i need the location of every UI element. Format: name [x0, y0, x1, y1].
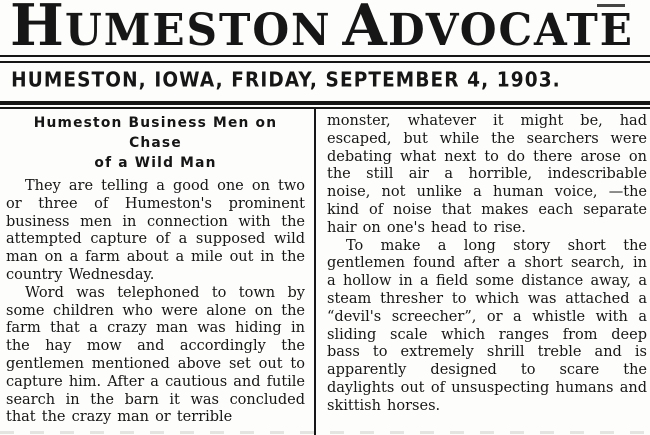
right-column [314, 109, 650, 435]
article-columns [0, 109, 650, 435]
headline-line-2: of a Wild Man [94, 155, 217, 171]
article-paragraph: monster, whatever it might be, had escaped, but while the searchers were debating what next to do there arose on the still air a horrible, indescribable noise, not unlike a human voice, —the kind of noise that makes each separate hair on one's head to rise. [327, 113, 647, 236]
article-headline [6, 113, 305, 173]
masthead-rest: UMESTON [64, 5, 332, 56]
masthead [0, 0, 650, 59]
scan-artifact [0, 431, 650, 434]
dateline-rule-thick [0, 101, 650, 105]
headline-line-1: Humeston Business Men on Chase [33, 115, 278, 151]
dateline-row [0, 63, 572, 97]
masthead-initial: H [10, 0, 65, 59]
dateline: HUMESTON, IOWA, FRIDAY, SEPTEMBER 4, 1903. [11, 68, 561, 93]
masthead-word-humeston [10, 0, 343, 57]
left-column [0, 109, 314, 435]
article-paragraph: They are telling a good one on two or three of Humeston's prominent business men in connection with the attempted capture of a supposed wild man on a farm about a mile out in the country Wednesday. [6, 178, 305, 283]
article-paragraph: Word was telephoned to town by some children who were alone on the farm that a crazy man was hiding in the hay mow and accordingly the gentlemen mentioned above set out to capture him. After a cautious and futile search in the barn it was concluded that the crazy man or terrible [6, 284, 306, 426]
masthead-word-advocate [343, 0, 644, 57]
masthead-rest: DVOCATE [387, 5, 634, 56]
masthead-initial: A [342, 0, 388, 59]
article-paragraph: To make a long story short the gentlemen found after a short search, in a hollow in a field some distance away, a steam thresher to which was attached a “devil's screecher”, or a whistle with a sliding scale which ranges from deep bass to extremely shrill treble and is apparently designed to scare the daylights out of unsuspecting humans and skittish horses. [327, 237, 647, 414]
